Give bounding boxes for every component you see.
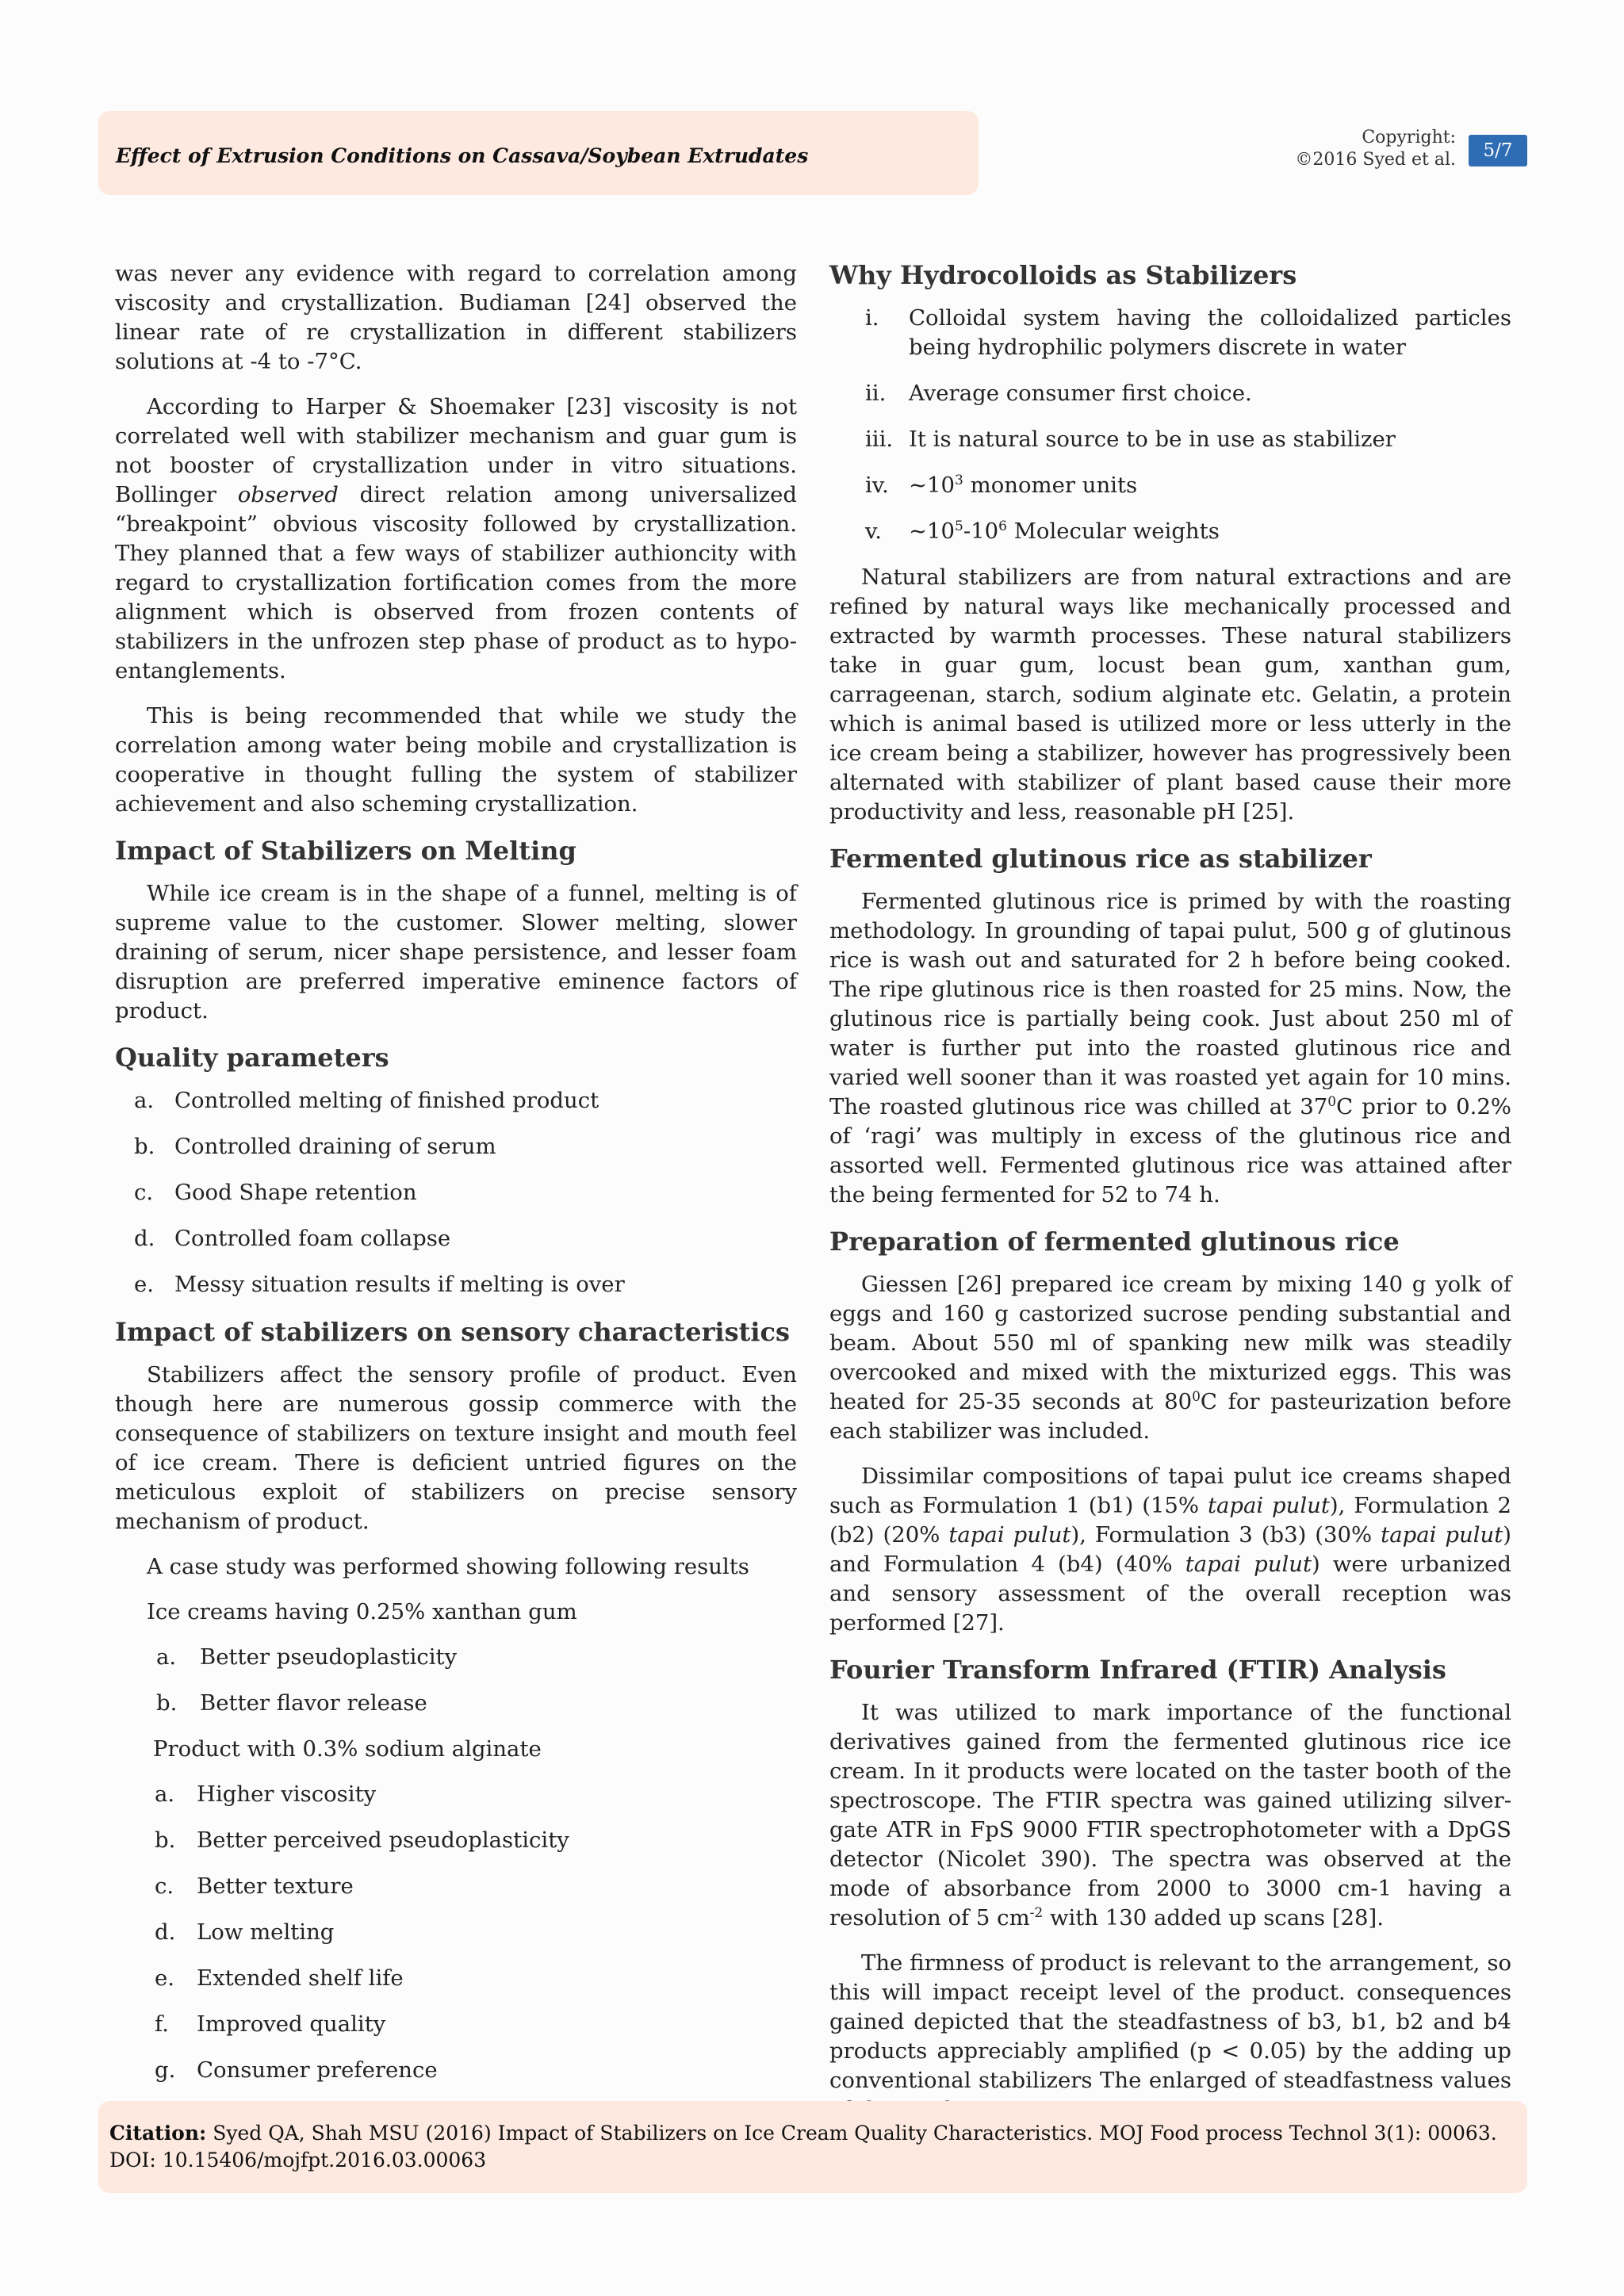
text-run: monomer units bbox=[963, 473, 1138, 498]
text-run: ~10 bbox=[909, 473, 956, 498]
citation-footer bbox=[98, 2101, 1527, 2193]
list-item-text: Better perceived pseudoplasticity bbox=[197, 1827, 569, 1853]
list-marker: a. bbox=[156, 1644, 177, 1670]
section-heading: Fermented glutinous rice as stabilizer bbox=[829, 844, 1372, 874]
list-marker: a. bbox=[155, 1781, 175, 1807]
list-marker: e. bbox=[134, 1272, 155, 1297]
list-item-text: Good Shape retention bbox=[174, 1180, 417, 1205]
list-item-text: It is natural source to be in use as stabilizer bbox=[909, 427, 1396, 452]
list-item bbox=[115, 1270, 797, 1299]
list-item bbox=[115, 2010, 797, 2039]
list-marker: c. bbox=[134, 1180, 154, 1205]
citation-label: Citation: bbox=[109, 2122, 207, 2145]
citation-text: Syed QA, Shah MSU (2016) Impact of Stabilizers on Ice Cream Quality Characteristics. MOJ Food process Technol 3(1): 00063. bbox=[206, 2122, 1497, 2145]
section-heading: Impact of Stabilizers on Melting bbox=[115, 836, 576, 866]
list-marker: b. bbox=[156, 1690, 178, 1716]
list-item bbox=[115, 1872, 797, 1901]
page-number-badge: 5/7 bbox=[1469, 135, 1527, 166]
list-item bbox=[115, 1964, 797, 1993]
list-marker: g. bbox=[155, 2057, 176, 2083]
quality-parameters-list bbox=[115, 1086, 797, 1299]
citation-block bbox=[109, 2120, 1497, 2174]
list-item-text: Average consumer first choice. bbox=[909, 381, 1252, 406]
italic-run: tapai pulut bbox=[1207, 1493, 1330, 1518]
section-heading: Why Hydrocolloids as Stabilizers bbox=[829, 260, 1297, 290]
list-marker: iv. bbox=[865, 473, 889, 498]
italic-run: tapai pulut bbox=[948, 1522, 1071, 1548]
text-run: C prior to 0.2% of ‘ragi’ was multiply in excess of the glutinous rice and assorted well. Fermented glutinous rice was attained after the being fermented for 52 to 74 h. bbox=[829, 1094, 1512, 1207]
list-item-text: Low melting bbox=[197, 1919, 335, 1945]
running-header bbox=[98, 111, 979, 195]
paragraph: Ice creams having 0.25% xanthan gum bbox=[147, 1599, 577, 1624]
paragraph: Stabilizers affect the sensory profile of product. Even though here are numerous gossip commerce with the consequence of stabilizers on texture insight and mouth feel of ice cream. There is deficient untried figures on the meticulous exploit of stabilizers on precise sensory mechanism of product. bbox=[115, 1362, 797, 1534]
text-run: Dissimilar compositions of tapai pulut ice creams shaped such as Formulation 1 (b1) (15% bbox=[829, 1464, 1511, 1518]
text-run: ) and Formulation 4 (b4) (40% bbox=[829, 1522, 1511, 1577]
list-marker: d. bbox=[155, 1919, 176, 1945]
paragraph bbox=[829, 1698, 1511, 1933]
superscript: 5 bbox=[955, 518, 963, 534]
left-column bbox=[115, 259, 797, 2102]
list-item-text: Higher viscosity bbox=[197, 1781, 377, 1807]
text-run: It was utilized to mark importance of the functional derivatives gained from the fermented glutinous rice ice cream. In it products were located on the taster booth of the spectroscope. The FTIR spectra was gained utilizing silver-gate ATR in FpS 9000 FTIR spectrophotometer with a DpGS detector (Nicolet 390). The spectra was observed at the mode of absorbance from 2000 to 3000 cm-1 having a resolution of 5 cm bbox=[829, 1700, 1511, 1931]
list-marker: i. bbox=[865, 305, 879, 331]
hydrocolloid-reasons-list bbox=[829, 304, 1511, 546]
list-item-text: Controlled foam collapse bbox=[174, 1226, 451, 1251]
list-item-text: Better pseudoplasticity bbox=[200, 1644, 458, 1670]
list-marker: f. bbox=[155, 2011, 169, 2037]
citation-line bbox=[109, 2120, 1497, 2147]
list-item bbox=[115, 1132, 797, 1161]
list-marker: b. bbox=[134, 1134, 155, 1159]
text-run: direct relation among universalized “breakpoint” obvious viscosity followed by crystallization. They planned that a few ways of stabilizer authioncity with regard to crystallization fortification comes from the more alignment which is observed from frozen contents of stabilizers in the unfrozen step phase of product as to hypo-entanglements. bbox=[115, 482, 797, 683]
paragraph bbox=[115, 392, 797, 686]
list-item-text: Better flavor release bbox=[200, 1690, 427, 1716]
copyright-label: Copyright: bbox=[1362, 128, 1456, 147]
list-item-text: Improved quality bbox=[197, 2011, 386, 2037]
list-item-text: Extended shelf life bbox=[197, 1965, 404, 1991]
list-marker: ii. bbox=[865, 381, 887, 406]
section-heading: Impact of stabilizers on sensory characteristics bbox=[115, 1317, 791, 1347]
list-item bbox=[115, 1826, 797, 1855]
paragraph: A case study was performed showing following results bbox=[147, 1554, 749, 1579]
text-run: with 130 added up scans [28]. bbox=[1043, 1905, 1384, 1931]
italic-run: tapai pulut bbox=[1185, 1552, 1312, 1577]
list-item bbox=[115, 1224, 797, 1253]
list-marker: a. bbox=[134, 1088, 155, 1113]
list-item-text: Colloidal system having the colloidalized particles being hydrophilic polymers discrete in water bbox=[909, 305, 1511, 360]
list-item bbox=[829, 304, 1511, 362]
paragraph bbox=[829, 1462, 1511, 1638]
list-item-text: Controlled draining of serum bbox=[174, 1134, 496, 1159]
paragraph: Natural stabilizers are from natural extractions and are refined by natural ways like mechanically processed and extracted by warmth processes. These natural stabilizers take in guar gum, locust bean gum, xanthan gum, carrageenan, starch, sodium alginate etc. Gelatin, a protein which is animal based is utilized more or less utterly in the ice cream being a stabilizer, however has progressively been alternated with stabilizer of plant based cause their more productivity and less, reasonable pH [25]. bbox=[829, 564, 1511, 825]
list-item bbox=[829, 379, 1511, 408]
text-run: ) were urbanized and sensory assessment of the overall reception was performed [27]. bbox=[829, 1552, 1511, 1636]
superscript: 3 bbox=[955, 472, 963, 488]
superscript: -2 bbox=[1029, 1904, 1044, 1921]
right-column bbox=[829, 259, 1511, 2141]
list-item bbox=[115, 2056, 797, 2085]
text-run: -10 bbox=[963, 519, 999, 544]
text-run: Giessen [26] prepared ice cream by mixing 140 g yolk of eggs and 160 g castorized sucrose pending substantial and beam. About 550 ml of spanking new milk was steadily overcooked and mixed with the mixturized eggs. This was heated for 25-35 seconds at 80 bbox=[829, 1272, 1511, 1414]
list-marker: c. bbox=[155, 1873, 174, 1899]
superscript: 0 bbox=[1327, 1093, 1337, 1110]
list-marker: iii. bbox=[865, 427, 894, 452]
list-item-text: Controlled melting of finished product bbox=[174, 1088, 599, 1113]
list-item-text: Messy situation results if melting is over bbox=[174, 1272, 625, 1297]
text-run: Fermented glutinous rice is primed by with the roasting methodology. In grounding of tapai pulut, 500 g of glutinous rice is wash out and saturated for 2 h before being cooked. The ripe glutinous rice is then roasted for 25 mins. Now, the glutinous rice is partially being cook. Just about 250 ml of water is further put into the roasted glutinous rice and varied well sooner than it was roasted yet again for 10 mins. The roasted glutinous rice was chilled at 37 bbox=[829, 889, 1511, 1119]
list-item bbox=[829, 425, 1511, 454]
section-heading: Preparation of fermented glutinous rice bbox=[829, 1226, 1400, 1257]
superscript: 6 bbox=[998, 518, 1007, 534]
list-item bbox=[115, 1689, 797, 1718]
superscript: 0 bbox=[1192, 1388, 1201, 1405]
doi-line: DOI: 10.15406/mojfpt.2016.03.00063 bbox=[109, 2149, 487, 2172]
list-marker: d. bbox=[134, 1226, 155, 1251]
paragraph: While ice cream is in the shape of a funnel, melting is of supreme value to the customer. Slower melting, slower draining of serum, nicer shape persistence, and lesser foam disruption are preferred imperative eminence factors of product. bbox=[115, 881, 797, 1024]
list-item bbox=[829, 517, 1511, 546]
paragraph: This is being recommended that while we study the correlation among water being mobile and crystallization is cooperative in thought fulling the system of stabilizer achievement and also scheming crystallization. bbox=[115, 703, 797, 817]
list-item-text: Better texture bbox=[197, 1873, 354, 1899]
paragraph: Product with 0.3% sodium alginate bbox=[153, 1736, 542, 1762]
text-run: ), Formulation 2 (b2) (20% bbox=[829, 1493, 1511, 1548]
xanthan-results-list bbox=[115, 1643, 797, 1718]
alginate-results-list bbox=[115, 1780, 797, 2085]
paragraph bbox=[829, 887, 1511, 1210]
text-run: According to Harper & Shoemaker [23] viscosity is not correlated well with stabilizer mechanism and guar gum is not booster of crystallization under in vitro situations. Bollinger bbox=[115, 394, 797, 507]
list-marker: b. bbox=[155, 1827, 176, 1853]
italic-run: tapai pulut bbox=[1381, 1522, 1503, 1548]
running-title: Effect of Extrusion Conditions on Cassava/Soybean Extrudates bbox=[116, 144, 809, 167]
list-item bbox=[115, 1780, 797, 1809]
list-item bbox=[115, 1086, 797, 1115]
text-run: C for pasteurization before each stabilizer was included. bbox=[829, 1389, 1512, 1444]
list-marker: v. bbox=[865, 519, 883, 544]
copyright-notice bbox=[1295, 127, 1456, 171]
text-run: Molecular weights bbox=[1007, 519, 1220, 544]
list-item bbox=[829, 471, 1511, 500]
list-item bbox=[115, 1918, 797, 1947]
paragraph bbox=[829, 1270, 1511, 1446]
paragraph: The firmness of product is relevant to the arrangement, so this will impact receipt level of the product. consequences gained depicted that the steadfastness of b3, b1, b2 and b4 products appreciably amplified (p < 0.05) by the adding up conventional stabilizers The enlarged of steadfastness values bbox=[829, 1950, 1511, 2093]
text-run: ~10 bbox=[909, 519, 956, 544]
list-item-text: Consumer preference bbox=[197, 2057, 438, 2083]
italic-run: observed bbox=[237, 482, 339, 507]
list-item bbox=[115, 1643, 797, 1672]
list-marker: e. bbox=[155, 1965, 175, 1991]
list-item bbox=[115, 1178, 797, 1207]
copyright-holder: ©2016 Syed et al. bbox=[1295, 150, 1456, 170]
section-heading: Fourier Transform Infrared (FTIR) Analysis bbox=[829, 1655, 1446, 1685]
paragraph: was never any evidence with regard to correlation among viscosity and crystallization. Budiaman [24] observed the linear rate of re crystallization in different stabilizers solutions at -4 to -7°C. bbox=[115, 261, 797, 374]
section-heading: Quality parameters bbox=[115, 1043, 389, 1073]
text-run: ), Formulation 3 (b3) (30% bbox=[1071, 1522, 1381, 1548]
